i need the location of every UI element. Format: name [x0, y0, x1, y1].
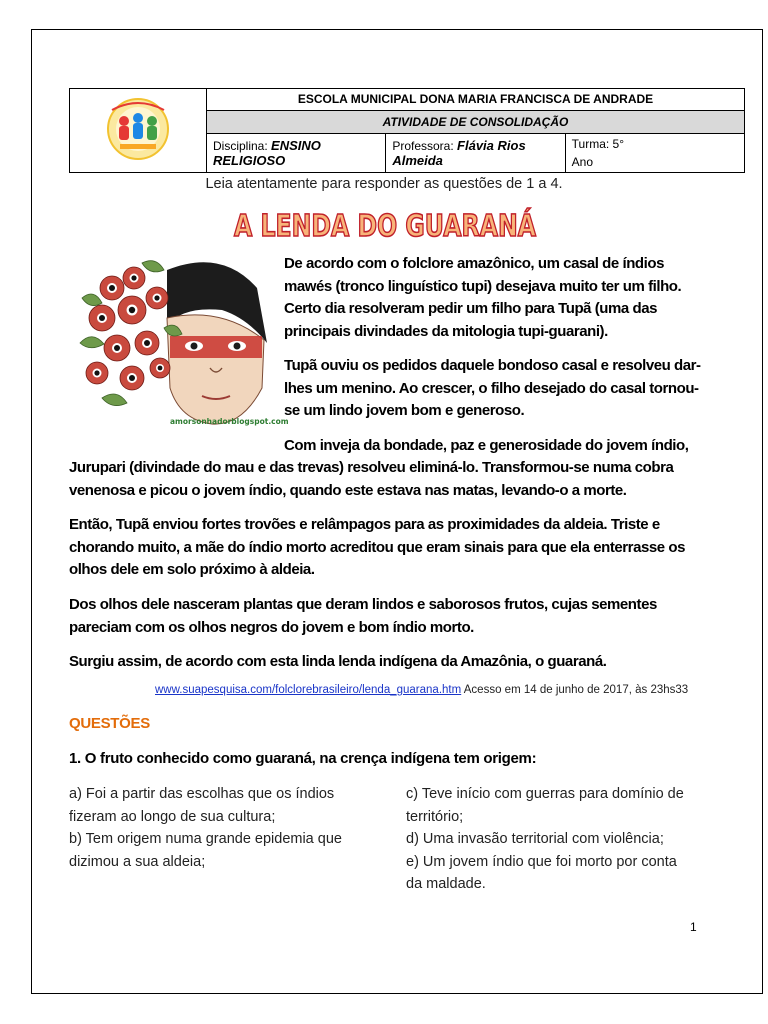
story-line: Tupã ouviu os pedidos daquele bondoso casal e resolveu dar- — [284, 357, 701, 374]
story-paragraph-3 — [69, 457, 673, 502]
school-header-table — [69, 88, 745, 173]
option-line: território; — [406, 808, 464, 825]
option-line: dizimou a sua aldeia; — [69, 853, 206, 870]
source-citation — [155, 684, 688, 696]
discipline-label: Disciplina: — [213, 139, 268, 154]
teacher-cell — [386, 134, 565, 173]
school-logo-icon — [100, 96, 176, 162]
page-number: 1 — [690, 920, 697, 934]
story-line: principais divindades da mitologia tupi-guarani). — [284, 322, 608, 340]
questions-heading: QUESTÕES — [69, 715, 150, 732]
option-line: c) Teve início com guerras para domínio de — [406, 786, 684, 802]
question-1-prompt: 1. O fruto conhecido como guaraná, na crença indígena tem origem: — [69, 750, 537, 767]
discipline-value: ENSINO RELIGIOSO — [213, 138, 321, 169]
legend-title-text: A LENDA DO GUARANÁ — [234, 209, 618, 244]
option-line: b) Tem origem numa grande epidemia que — [69, 831, 342, 847]
story-line: mawés (tronco linguístico tupi) desejava muito ter um filho. — [284, 277, 682, 295]
question-1-options-right — [406, 783, 684, 896]
class-value: Ano — [571, 155, 594, 170]
story-line: De acordo com o folclore amazônico, um casal de índios — [284, 255, 664, 272]
story-line: se um lindo jovem bom e generoso. — [284, 402, 525, 419]
question-1-options-left — [69, 783, 342, 873]
teacher-label: Professora: — [392, 139, 454, 154]
school-name: ESCOLA MUNICIPAL DONA MARIA FRANCISCA DE ANDRADE — [207, 89, 745, 111]
guarana-legend-illustration — [72, 248, 289, 430]
option-line: d) Uma invasão territorial com violência; — [406, 831, 664, 847]
option-line: e) Um jovem índio que foi morto por conta — [406, 853, 677, 870]
story-line: Dos olhos dele nasceram plantas que deram lindos e saborosos frutos, cujas sementes — [69, 596, 657, 613]
option-line: fizeram ao longo de sua cultura; — [69, 808, 276, 825]
story-line: olhos dele em solo próximo à aldeia. — [69, 561, 315, 578]
option-line: da maldade. — [406, 876, 486, 892]
option-line: a) Foi a partir das escolhas que os índios — [69, 786, 335, 802]
story-line: lhes um menino. Ao crescer, o filho desejado do casal tornou- — [284, 379, 699, 397]
class-label: Turma: 5° — [571, 137, 625, 152]
activity-title: ATIVIDADE DE CONSOLIDAÇÃO — [207, 110, 745, 134]
story-line: pareciam com os olhos negros do jovem e bom índio morto. — [69, 618, 474, 636]
story-line: venenosa e picou o jovem índio, quando este estava nas matas, levando-o a morte. — [69, 481, 627, 499]
story-line: Surgiu assim, de acordo com esta linda lenda indígena da Amazônia, o guaraná. — [69, 653, 607, 670]
school-logo-cell — [70, 89, 207, 173]
teacher-value: Flávia Rios Almeida — [392, 138, 526, 169]
legend-title — [230, 204, 618, 244]
story-line: Então, Tupã enviou fortes trovões e relâmpagos para as proximidades da aldeia. Triste e — [69, 516, 660, 533]
story-line: Jurupari (divindade do mau e das trevas) resolveu eliminá-lo. Transformou-se numa cobra — [69, 459, 674, 476]
source-link[interactable]: www.suapesquisa.com/folclorebrasileiro/lenda_guarana.htm — [155, 684, 462, 696]
illustration-watermark: amorsonhadorblogspot.com — [170, 417, 289, 426]
source-access-date: Acesso em 14 de junho de 2017, às 23hs33 — [461, 684, 689, 696]
story-paragraph-6 — [69, 651, 606, 674]
story-paragraph-1 — [284, 253, 681, 343]
class-cell — [565, 134, 744, 173]
story-paragraph-3-start: Com inveja da bondade, paz e generosidade do jovem índio, — [284, 437, 689, 454]
story-paragraph-2 — [284, 355, 701, 423]
instructions: Leia atentamente para responder as questões de 1 a 4. — [205, 176, 563, 192]
story-paragraph-5 — [69, 594, 657, 639]
story-paragraph-4 — [69, 514, 685, 582]
discipline-cell — [207, 134, 386, 173]
story-line: chorando muito, a mãe do índio morto acreditou que eram sinais para que ela enterrasse os — [69, 538, 685, 556]
story-line: Certo dia resolveram pedir um filho para Tupã (uma das — [284, 300, 658, 317]
